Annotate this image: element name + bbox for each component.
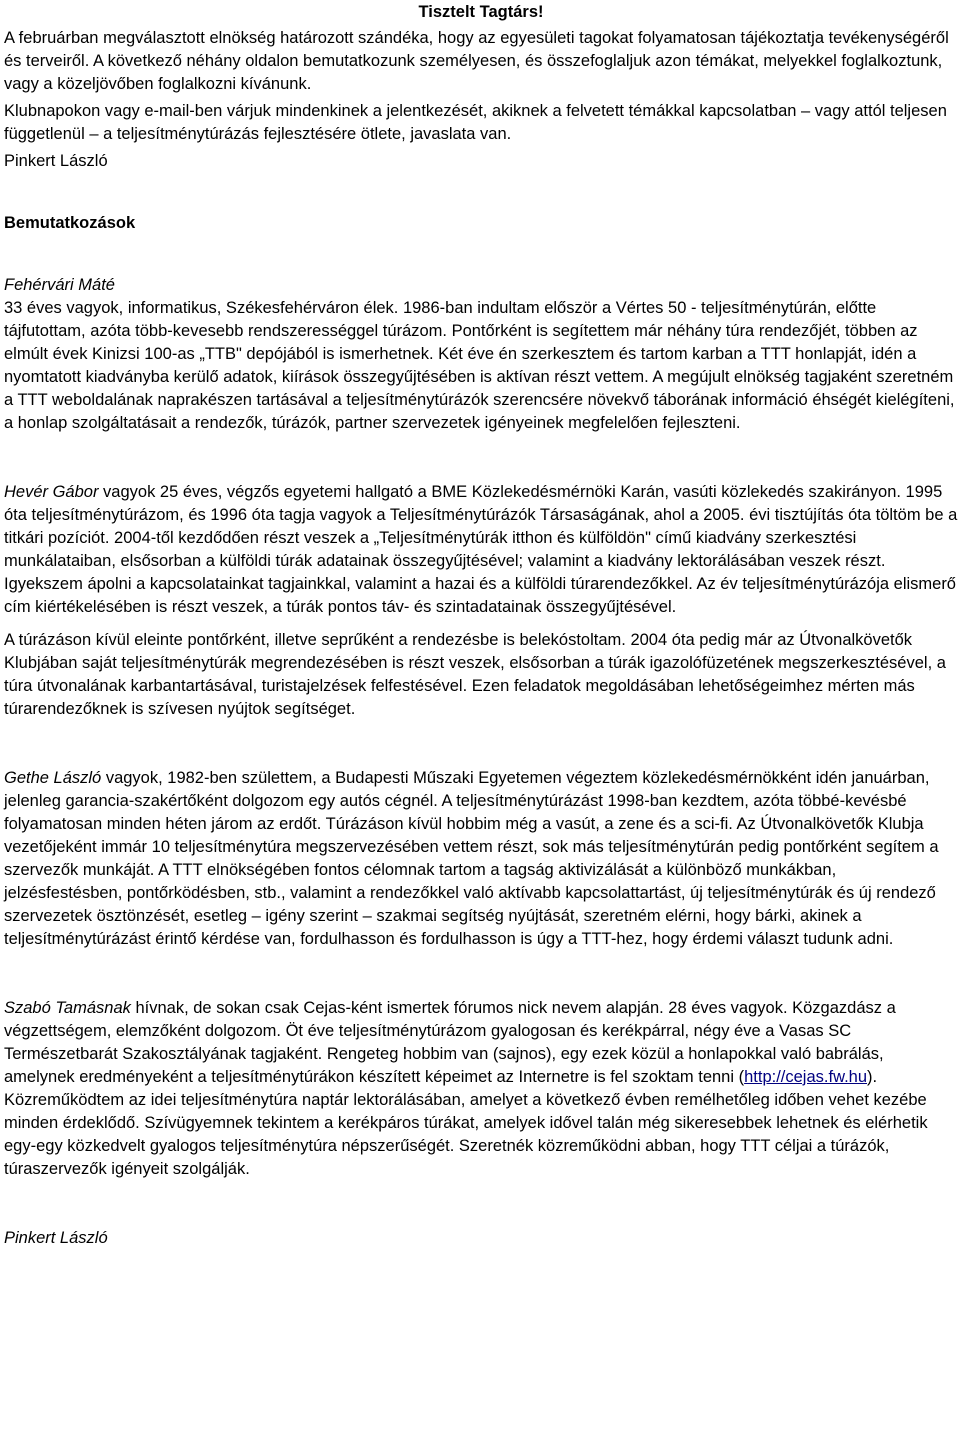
intro-paragraph-2: Klubnapokon vagy e-mail-ben várjuk mindenkinek a jelentkezését, akiknek a felvetett témákkal kapcsolatban – vagy attól teljesen függetlenül – a teljesítménytúrázás fejlesztésére ötlete, javaslata van. [4, 102, 947, 143]
szabo-paragraph-1 [4, 997, 958, 1089]
closing-signature: Pinkert László [4, 1229, 108, 1247]
page-title: Tisztelt Tagtárs! [418, 3, 544, 21]
szabo-paragraph-2: Közreműködtem az idei teljesítménytúra naptár lektorálásában, amelyet a következő évben remélhetőleg időben vehet kezébe minden érdeklődő. Szívügyemnek tekintem a kerékpáros túrákat, amelyek idővel talán még sikeresebbek lehetnek és elérhetik egy-egy közkedvelt gyalogos teljesítménytúra népszerűségét. Szeretnék közreműködni abban, hogy TTT céljai a túrázók, túraszervezők igényeit szolgálják. [4, 1091, 928, 1178]
hever-paragraph-2: A túrázáson kívül eleinte pontőrként, illetve seprűként a rendezésbe is belekóstoltam. 2004 óta pedig már az Útvonalkövetők Klubjában saját teljesítménytúrák megrendezésében is részt veszek, elsősorban a túrák igazolófüzetének megszerkesztésével, a túra útvonalának karbantartásával, turistajelzések felfestésével. Ezen feladatok megoldásában lehetőségeimhez mérten más túrarendezőknek is szívesen nyújtok segítséget. [4, 631, 946, 718]
szabo-name: Szabó Tamásnak [4, 999, 131, 1017]
document-page [4, 0, 958, 1250]
hever-paragraph-1 [4, 481, 958, 619]
section-heading: Bemutatkozások [4, 214, 136, 232]
fehervari-paragraph: 33 éves vagyok, informatikus, Székesfehérváron élek. 1986-ban indultam először a Vértes 50 - teljesítménytúrán, előtte tájfutottam, azóta több-kevesebb rendszerességgel túrázom. Pontőrként is segítettem már néhány túra rendezőjét, többen az elmúlt évek Kinizsi 100-as „TTB" depójából is ismerhetnek. Két éve én szerkesztem és tartom karban a TTT honlapját, idén a nyomtatott kiadványba kerülő adatok, kiírások összegyűjtésében is aktívan részt vettem. A megújult elnökség tagjaként szeretném a TTT weboldalának naprakészen tartásával a teljesítménytúrázók szerencsére növekvő táborának információ éhségét kielégíteni, a honlap szolgáltatásait a rendezők, túrázók, partner szervezetek igényeinek megfelelően fejleszteni. [4, 299, 955, 432]
intro-signature: Pinkert László [4, 152, 108, 170]
fehervari-name: Fehérvári Máté [4, 276, 115, 294]
hever-text-1: vagyok 25 éves, végzős egyetemi hallgató a BME Közlekedésmérnöki Karán, vasúti közlekedés szakirányon. 1995 óta teljesítménytúrázom, és 1996 óta tagja vagyok a Teljesítménytúrázók Társaságának, ahol a 2005. évi tisztújítás óta töltöm be a titkári pozíciót. 2004-től kezdődően részt veszek a „Teljesítménytúrák itthon és külföldön" című kiadvány szerkesztési munkálataiban, elsősorban a külföldi túrák adatainak összegyűjtésével; valamint a kiadvány lektorálásában veszek részt. Igyekszem ápolni a kapcsolatainkat tagjainkkal, valamint a hazai és a külföldi túrarendezőkkel. Az év teljesítménytúrázója elismerő cím kiértékelésében is részt veszek, a túrák pontos táv- és szintadatainak összegyűjtésével. [4, 483, 958, 616]
gethe-paragraph [4, 767, 958, 951]
hever-name: Hevér Gábor [4, 483, 99, 501]
intro-paragraph-1: A februárban megválasztott elnökség határozott szándéka, hogy az egyesületi tagokat folyamatosan tájékoztatja tevékenységéről és terveiről. A következő néhány oldalon bemutatkozunk személyesen, és összefoglaljuk azon témákat, melyekkel foglalkoztunk, vagy a közeljövőben foglalkozni kívánunk. [4, 29, 949, 93]
szabo-text-1: hívnak, de sokan csak Cejas-ként ismertek fórumos nick nevem alapján. 28 éves vagyok. Közgazdász a végzettségem, elemzőként dolgozom. Öt éve teljesítménytúrázom gyalogosan és kerékpárral, négy éve a Vasas SC Természetbarát Szakosztályának tagjaként. Rengeteg hobbim van (sajnos), egy ezek közül a honlapokkal való babrálás, amelynek eredményeként a teljesítménytúrákon készített képeimet az Internetre is fel szoktam tenni ( [4, 999, 896, 1086]
gethe-name: Gethe László [4, 769, 102, 787]
gethe-text: vagyok, 1982-ben születtem, a Budapesti Műszaki Egyetemen végeztem közlekedésmérnökként idén januárban, jelenleg garancia-szakértőként dolgozom egy autós cégnél. A teljesítménytúrázást 1998-ban kezdtem, azóta többé-kevésbé folyamatosan minden héten járom az erdőt. Túrázáson kívül hobbim még a vasút, a zene és a sci-fi. Az Útvonalkövetők Klubja vezetőjeként immár 10 teljesítménytúra megszervezésében vettem részt, sok más teljesítménytúrán pedig pontőrként segítem a szervezők munkáját. A TTT elnökségében fontos célomnak tartom a tagság aktivizálását a különböző munkákban, jelzésfestésben, pontőrködésben, stb., valamint a rendezőkkel való aktívabb kapcsolattartást, új teljesítménytúrák és új rendező szervezetek ösztönzését, esetleg – igény szerint – szakmai segítség nyújtását, szeretném elérni, hogy bárki, akinek a teljesítménytúrázást érintő kérdése van, fordulhasson és fordulhasson is úgy a TTT-hez, hogy érdemi választ tudunk adni. [4, 769, 939, 948]
szabo-text-2: ). [867, 1068, 878, 1086]
cejas-link[interactable]: http://cejas.fw.hu [744, 1068, 868, 1086]
